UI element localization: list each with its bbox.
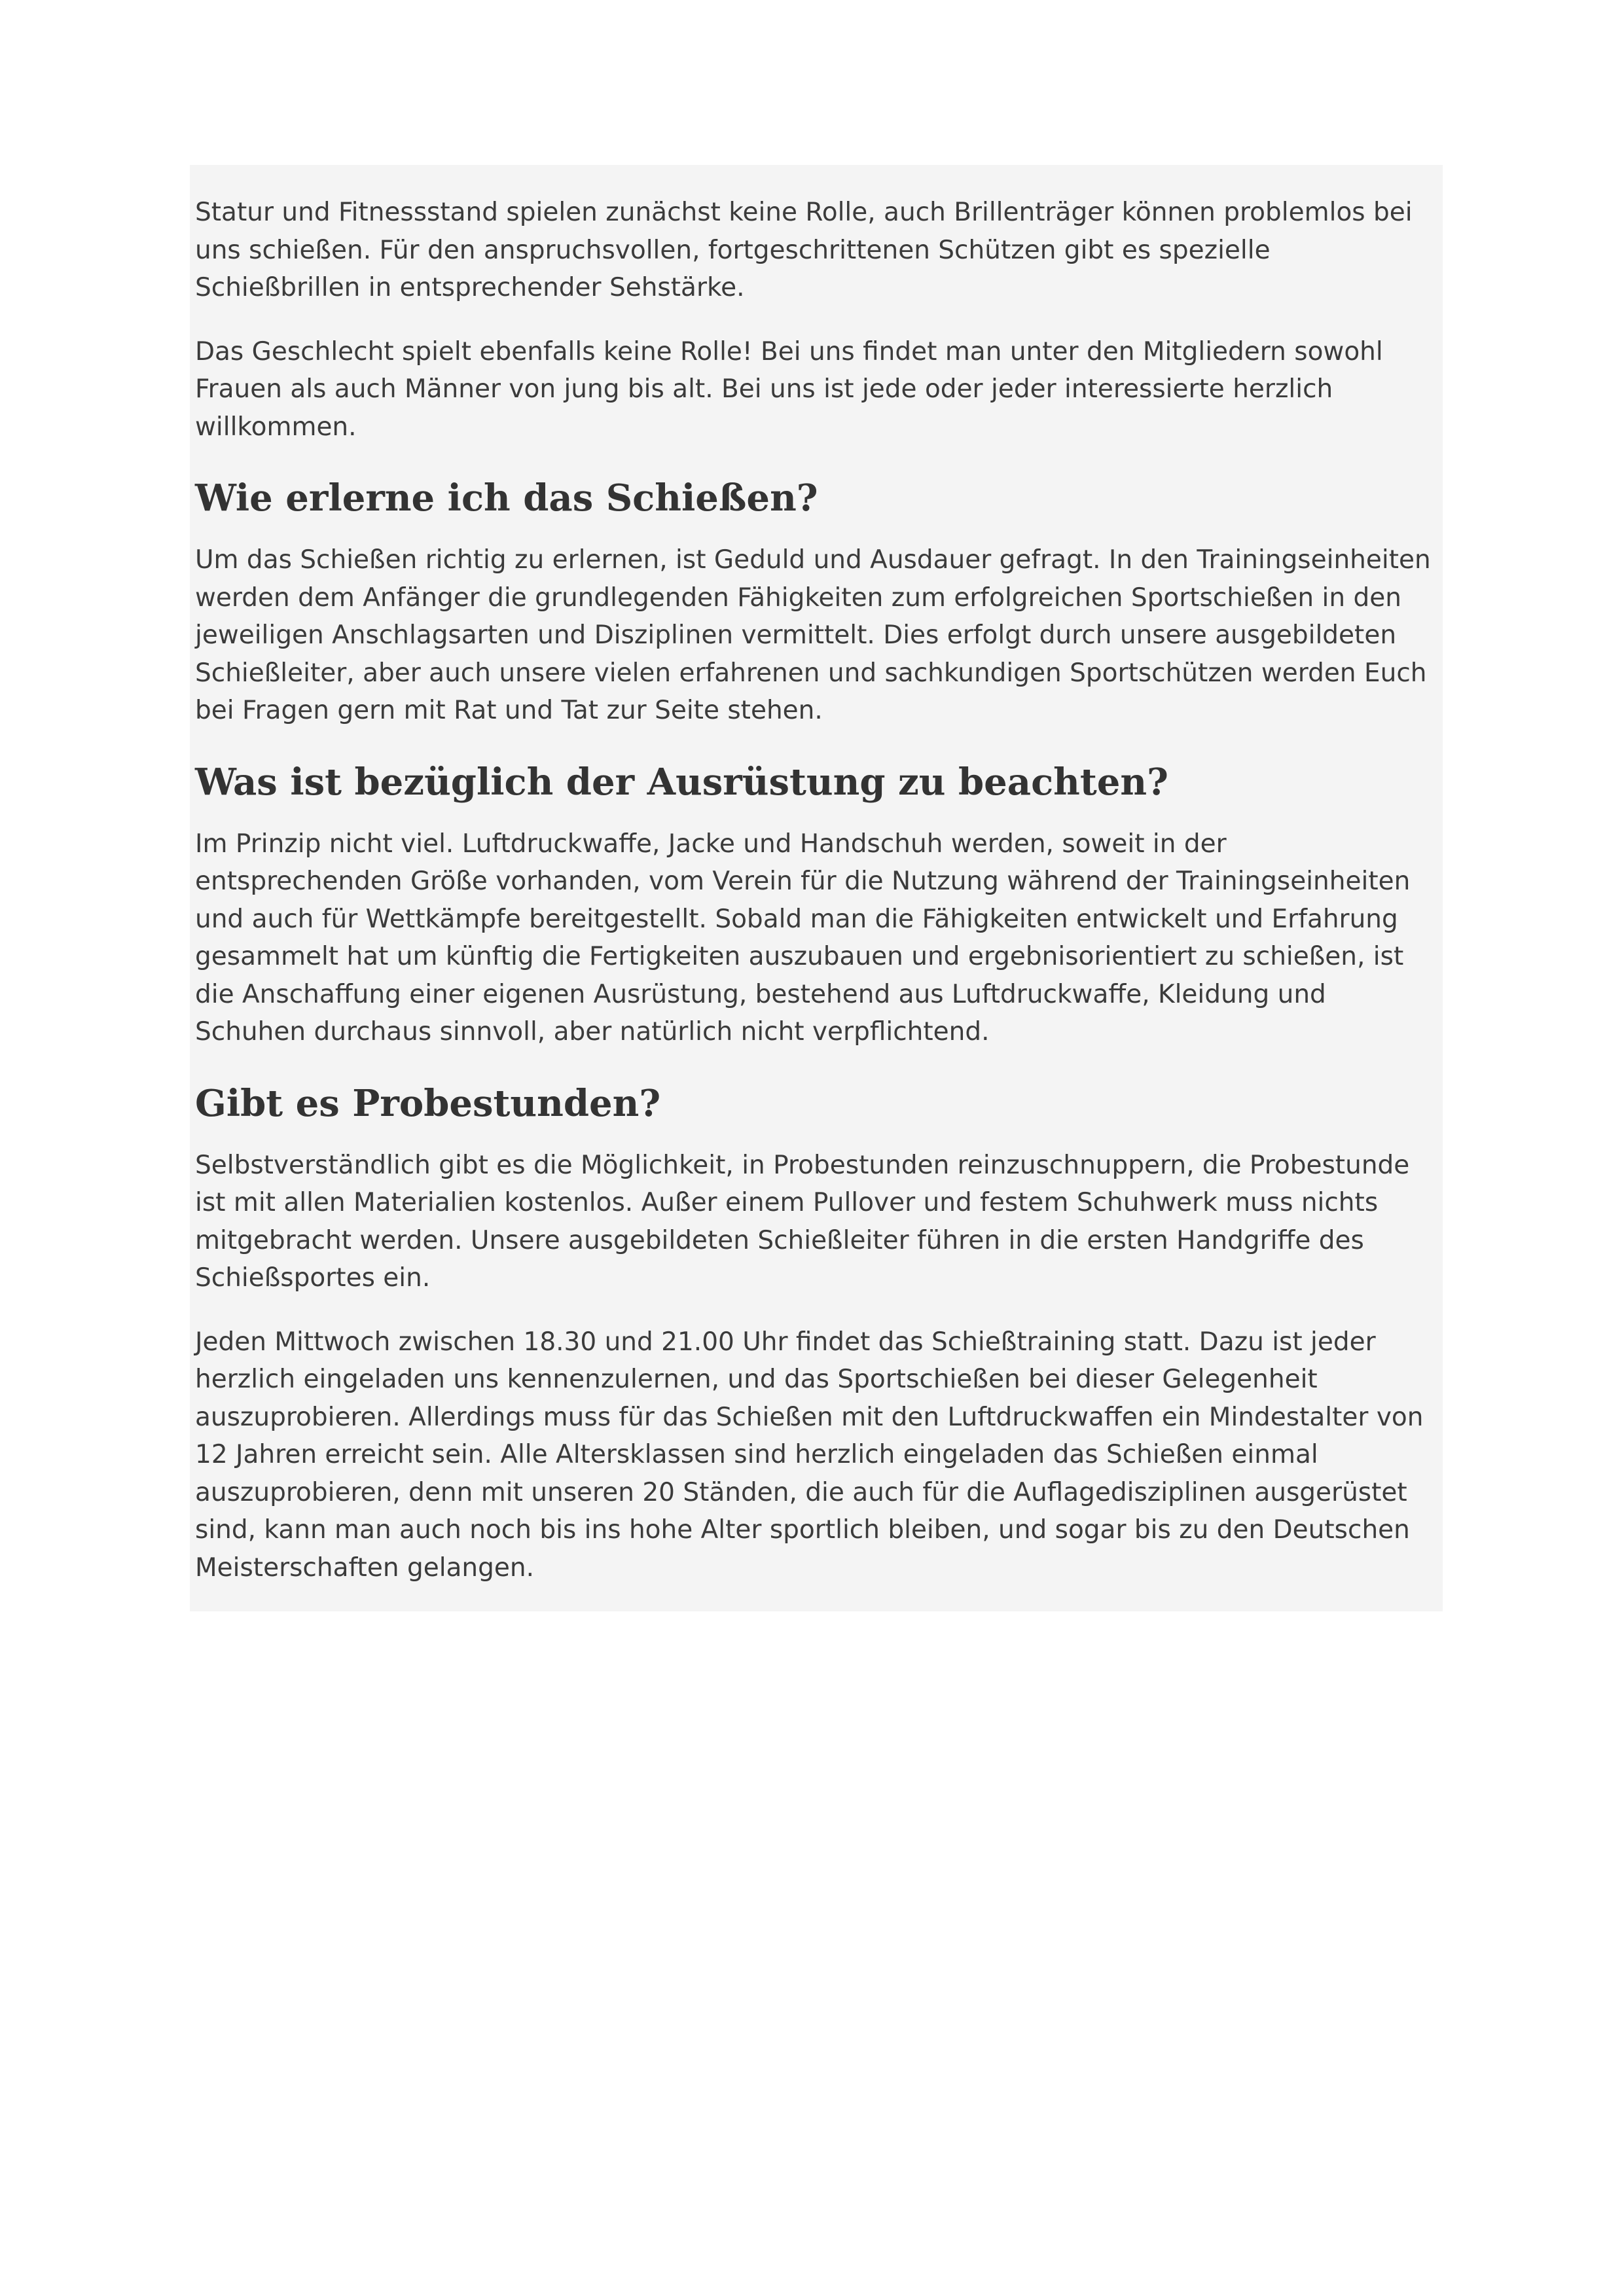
heading-learning: Wie erlerne ich das Schießen? <box>195 476 818 520</box>
paragraph-trial-lessons: Selbstverständlich gibt es die Möglichkeit, in Probestunden reinzuschnuppern, die Probestunde ist mit allen Materialien kostenlos. Außer einem Pullover und festem Schuhwerk muss nichts mitgebracht werden. Unsere ausgebildeten Schießleiter führen in die ersten Handgriffe des Schießsportes ein. <box>195 1150 1410 1293</box>
heading-trial-lessons: Gibt es Probestunden? <box>195 1081 661 1125</box>
paragraph-physique: Statur und Fitnessstand spielen zunächst keine Rolle, auch Brillenträger können problemlos bei uns schießen. Für den anspruchsvollen, fortgeschrittenen Schützen gibt es spezielle Schießbrillen in entsprechender Sehstärke. <box>195 198 1413 302</box>
paragraph-learning: Um das Schießen richtig zu erlernen, ist Geduld und Ausdauer gefragt. In den Trainingseinheiten werden dem Anfänger die grundlegenden Fähigkeiten zum erfolgreichen Sportschießen in den jeweiligen Anschlagsarten und Disziplinen vermittelt. Dies erfolgt durch unsere ausgebildeten Schießleiter, aber auch unsere vielen erfahrenen und sachkundigen Sportschützen werden Euch bei Fragen gern mit Rat und Tat zur Seite stehen. <box>195 545 1431 725</box>
paragraph-training-schedule: Jeden Mittwoch zwischen 18.30 und 21.00 Uhr findet das Schießtraining statt. Dazu ist jeder herzlich eingeladen uns kennenzulernen, und das Sportschießen bei dieser Gelegenheit auszuprobieren. Allerdings muss für das Schießen mit den Luftdruckwaffen ein Mindestalter von 12 Jahren erreicht sein. Alle Altersklassen sind herzlich eingeladen das Schießen einmal auszuprobieren, denn mit unseren 20 Ständen, die auch für die Auflagedisziplinen ausgerüstet sind, kann man auch noch bis ins hohe Alter sportlich bleiben, und sogar bis zu den Deutschen Meisterschaften gelangen. <box>195 1327 1424 1583</box>
heading-equipment: Was ist bezüglich der Ausrüstung zu beachten? <box>195 760 1168 804</box>
paragraph-gender: Das Geschlecht spielt ebenfalls keine Rolle! Bei uns findet man unter den Mitgliedern sowohl Frauen als auch Männer von jung bis alt. Bei uns ist jede oder jeder interessierte herzlich willkommen. <box>195 336 1383 442</box>
content-panel <box>190 165 1443 1611</box>
paragraph-equipment: Im Prinzip nicht viel. Luftdruckwaffe, Jacke und Handschuh werden, soweit in der entsprechenden Größe vorhanden, vom Verein für die Nutzung während der Trainingseinheiten und auch für Wettkämpfe bereitgestellt. Sobald man die Fähigkeiten entwickelt und Erfahrung gesammelt hat um künftig die Fertigkeiten auszubauen und ergebnisorientiert zu schießen, ist die Anschaffung einer eigenen Ausrüstung, bestehend aus Luftdruckwaffe, Kleidung und Schuhen durchaus sinnvoll, aber natürlich nicht verpflichtend. <box>195 829 1411 1047</box>
